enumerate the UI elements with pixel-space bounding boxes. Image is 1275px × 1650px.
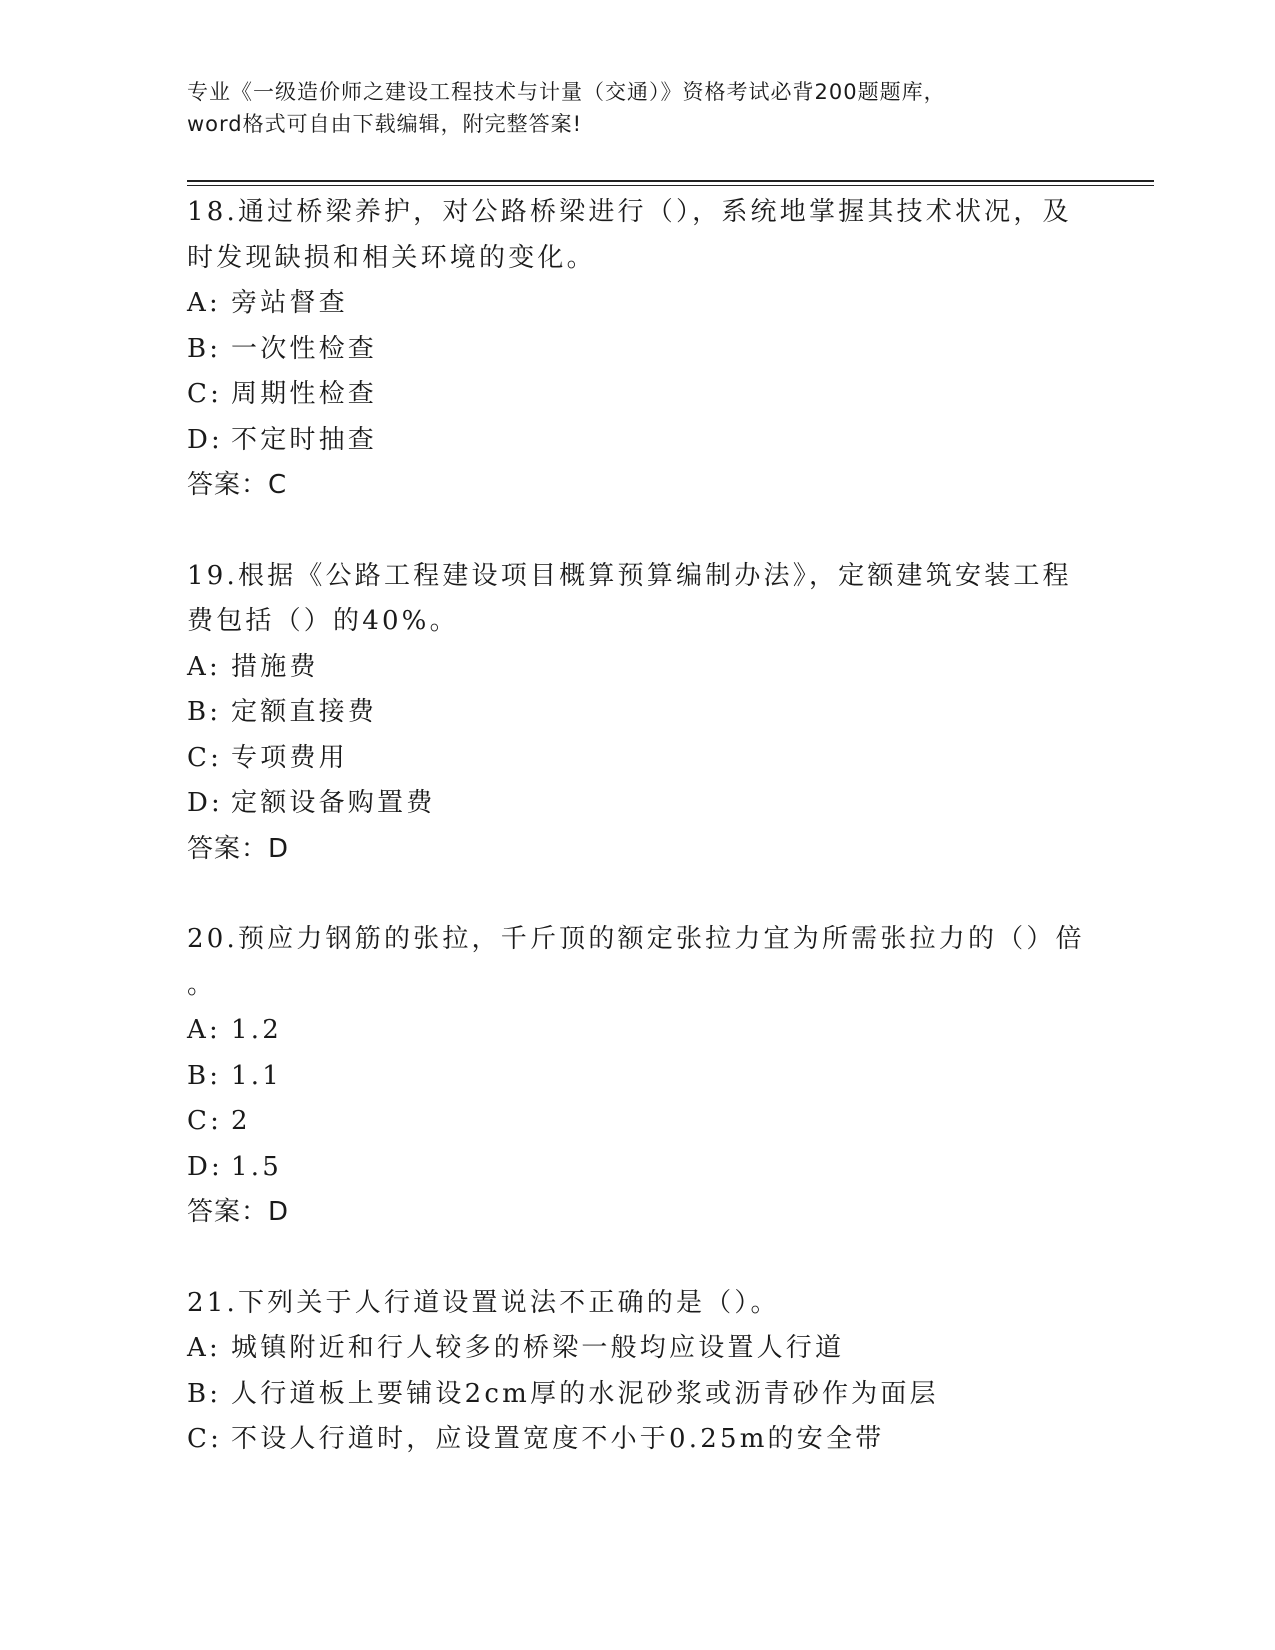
answer: 答案：D: [187, 833, 290, 864]
header-divider-thick: [187, 180, 1154, 182]
option-c: C: 周期性检查: [187, 379, 378, 409]
document-header: [187, 76, 1087, 140]
answer: 答案：C: [187, 470, 288, 500]
stem-line: 19.根据《公路工程建设项目概算预算编制办法》，定额建筑安装工程: [187, 560, 1072, 591]
option-c: C: 专项费用: [187, 742, 348, 773]
question-stem: [187, 1281, 1087, 1327]
stem-line: 费包括（）的40%。: [187, 606, 459, 636]
option-c: C: 不设人行道时，应设置宽度不小于0.25m的安全带: [187, 1424, 885, 1454]
option-b: B: 定额直接费: [187, 697, 378, 727]
option-b: B: 人行道板上要铺设2cm厚的水泥砂浆或沥青砂作为面层: [187, 1378, 939, 1409]
stem-line: 时发现缺损和相关环境的变化。: [187, 242, 596, 273]
question-list: [187, 190, 1087, 1463]
header-line-1: 专业《一级造价师之建设工程技术与计量（交通）》资格考试必背200题题库，: [187, 80, 946, 104]
question-20: [187, 917, 1087, 1236]
question-stem: [187, 917, 1087, 1008]
question-18: [187, 190, 1087, 509]
header-line-2: word格式可自由下载编辑，附完整答案!: [187, 112, 583, 136]
option-a: A: 措施费: [187, 651, 319, 682]
header-divider-thin: [187, 185, 1154, 186]
stem-line: 21.下列关于人行道设置说法不正确的是（）。: [187, 1287, 780, 1318]
option-d: D: 1.5: [187, 1151, 282, 1182]
option-d: D: 定额设备购置费: [187, 788, 436, 818]
option-a: A: 城镇附近和行人较多的桥梁一般均应设置人行道: [187, 1333, 845, 1363]
stem-line: 。: [187, 969, 217, 1000]
stem-line: 20.预应力钢筋的张拉，千斤顶的额定张拉力宜为所需张拉力的（）倍: [187, 924, 1085, 954]
question-stem: [187, 190, 1087, 281]
question-21: [187, 1281, 1087, 1463]
option-c: C: 2: [187, 1106, 251, 1136]
option-b: B: 1.1: [187, 1060, 282, 1091]
answer: 答案：D: [187, 1197, 290, 1227]
stem-line: 18.通过桥梁养护，对公路桥梁进行（），系统地掌握其技术状况，及: [187, 197, 1072, 227]
option-a: A: 旁站督查: [187, 288, 348, 318]
question-19: [187, 554, 1087, 873]
option-a: A: 1.2: [187, 1015, 282, 1045]
question-stem: [187, 554, 1087, 645]
option-d: D: 不定时抽查: [187, 424, 378, 455]
option-b: B: 一次性检查: [187, 333, 378, 364]
